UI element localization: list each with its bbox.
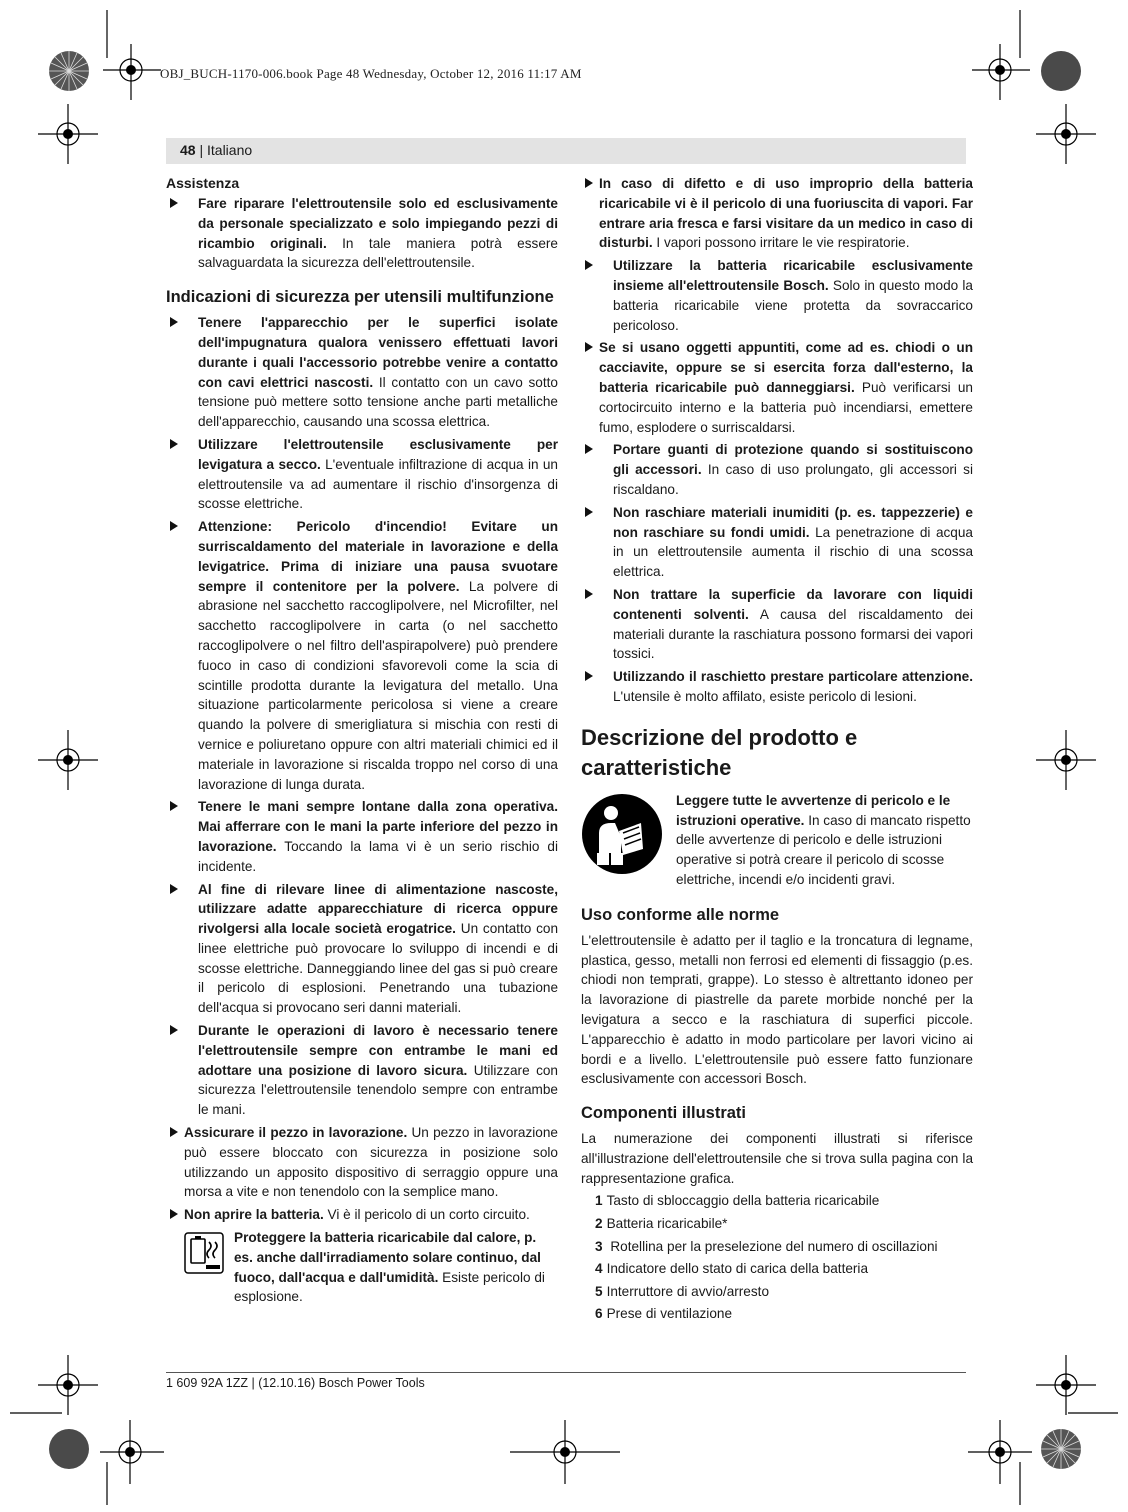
bullet-arrow-icon [170,1127,178,1137]
bullet-arrow-icon [170,198,178,208]
page-header [166,138,966,164]
assistenza-heading: Assistenza [166,175,240,191]
crosshair-icon [1036,1355,1096,1415]
bullet-arrow-icon [170,317,178,327]
components-intro: La numerazione dei componenti illustrati si riferisce all'illustrazione dell'elettroutensile che si trova sulla pagina con la rappresentazione grafica. [581,1131,973,1186]
bullet-arrow-icon [585,671,593,681]
bullet-arrow-icon [585,260,593,270]
safety-item: Tenere le mani sempre lontane dalla zona operativa. Mai afferrare con le mani la parte inferiore del pezzo in lavorazione. Toccando la lama vi è un serio rischio di incidente. [166,797,558,876]
crosshair-icon [38,1355,98,1415]
battery-heat-note: Proteggere la batteria ricaricabile dal calore, p. es. anche dall'irradiamento solare continuo, dal fuoco, dall'acqua e dall'umidità. Esiste pericolo di esplosione. [184,1228,558,1307]
registration-star-icon [1040,1428,1082,1470]
bullet-arrow-icon [170,884,178,894]
bullet-arrow-icon [170,1209,178,1219]
safety-item: Utilizzare la batteria ricaricabile esclusivamente insieme all'elettroutensile Bosch. Solo in questo modo la batteria ricaricabile viene protetta da sovraccarico pericoloso. [581,256,973,335]
product-description-heading: Descrizione del prodotto e caratteristiche [581,724,858,780]
safety-item: Fare riparare l'elettroutensile solo ed esclusivamente da personale specializzato e solo impiegando pezzi di ricambio originali. In tale maniera potrà essere salvaguardata la sicurezza dell'elettroutensile. [166,194,558,273]
page-footer: 1 609 92A 1ZZ | (12.10.16) Bosch Power Tools [166,1376,425,1390]
safety-item: Attenzione: Pericolo d'incendio! Evitare un surriscaldamento del materiale in lavorazione e della levigatrice. Prima di iniziare una pausa svuotare sempre il contenitore per la polvere. La polvere di abrasione nel sacchetto raccoglipolvere, nel Microfilter, nel sacchetto raccoglipolvere in carta (o nel sacchetto raccoglipolvere o nel filtro dell'aspirapolvere) può prendere fuoco in caso di condizioni sfavorevoli come la scia di scintille prodotta durante la levigatura del metallo. Una situazione particolarmente pericolosa si viene a creare quando la polvere di smerigliatura si mischia con resti di vernice e poliuretano oppure con altri materiali chimici ed il materiale in lavorazione si riscalda troppo nel corso di una lavorazione di lunga durata. [166,517,558,794]
crosshair-icon [1036,104,1096,164]
safety-item: Tenere l'apparecchio per le superfici isolate dell'impugnatura qualora venissero effettuati lavori durante i quali l'accessorio potrebbe venire a contatto con cavi elettrici nascosti. Il contatto con un cavo sotto tensione può mettere sotto tensione anche parti metalliche dell'apparecchio, causando una scossa elettrica. [166,313,558,432]
safety-item: Se si usano oggetti appuntiti, come ad es. chiodi o un cacciavite, oppure se si esercita forza dall'esterno, la batteria ricaricabile può danneggiarsi. Può verificarsi un cortocircuito interno e la batteria può incendiarsi, emettere fumo, esplodere o surriscaldarsi. [581,338,973,437]
header-separator: | [199,142,204,158]
intended-use-heading: Uso conforme alle norme [581,905,780,924]
component-item: 4 Indicatore dello stato di carica della batteria [595,1261,869,1277]
crosshair-icon [38,104,98,164]
component-item: 1 Tasto di sbloccaggio della batteria ricaricabile [595,1193,880,1209]
bullet-arrow-icon [585,507,593,517]
safety-item: Al fine di rilevare linee di alimentazione nascoste, utilizzare adatte apparecchiature di ricerca oppure rivolgersi alla locale società erogatrice. Un contatto con linee elettriche può provocare lo sviluppo di incendi e di scosse elettriche. Danneggiando linee del gas si può creare il pericolo di esplosioni. Penetrando una tubazione dell'acqua si provocano seri danni materiali. [166,880,558,1019]
component-item: 6 Prese di ventilazione [595,1306,732,1322]
print-slug: OBJ_BUCH-1170-006.book Page 48 Wednesday, October 12, 2016 11:17 AM [160,66,582,81]
bullet-arrow-icon [170,521,178,531]
safety-item: Portare guanti di protezione quando si sostituiscono gli accessori. In caso di uso prolungato, gli accessori si riscaldano. [581,440,973,499]
crosshair-icon [1036,730,1096,790]
bullet-arrow-icon [170,439,178,449]
crosshair-icon [510,1420,620,1484]
right-column [581,174,973,1326]
crosshair-icon [100,1420,164,1484]
intended-use-text: L'elettroutensile è adatto per il taglio e la troncatura di legname, plastica, gesso, metalli non ferrosi ed elementi di fissaggio (p.es. chiodi non temprati, grappe). Lo stesso è altrettanto idoneo per la lavorazione di piastrelle da parete morbide nonché per la levigatura a secco e la raschiatura di superfici piccole. L'apparecchio è adatto in modo particolare per lavori vicino ai bordi e a livello. L'elettroutensile può essere fatto funzionare esclusivamente con accessori Bosch. [581,932,973,1087]
registration-star-icon [48,50,90,92]
crosshair-icon [38,730,98,790]
crosshair-icon [103,44,163,104]
page-number: 48 [180,142,196,158]
read-instructions-warning: Leggere tutte le avvertenze di pericolo e le istruzioni operative. In caso di mancato rispetto delle avvertenze di pericolo e delle istruzioni operative si potrà creare il pericolo di scosse elettriche, incendi e/o incidenti gravi. [581,791,973,891]
crosshair-icon [972,44,1032,104]
section-heading: Indicazioni di sicurezza per utensili multifunzione [166,288,554,307]
safety-item: Utilizzando il raschietto prestare particolare attenzione. L'utensile è molto affilato, esiste pericolo di lesioni. [581,667,973,707]
bullet-arrow-icon [585,342,593,352]
components-heading: Componenti illustrati [581,1104,746,1123]
bullet-arrow-icon [170,801,178,811]
bullet-arrow-icon [585,178,593,188]
component-item: 5 Interruttore di avvio/arresto [595,1283,770,1299]
safety-item: Non raschiare materiali inumiditi (p. es. tappezzerie) e non raschiare su fondi umidi. La penetrazione di acqua in un elettroutensile aumenta il rischio di una scossa elettrica. [581,503,973,582]
safety-item: In caso di difetto e di uso improprio della batteria ricaricabile vi è il pericolo di una fuoriuscita di vapori. Far entrare aria fresca e farsi visitare da un medico in caso di disturbi. I vapori possono irritare le vie respiratorie. [581,174,973,253]
safety-item: Non trattare la superficie da lavorare con liquidi contenenti solventi. A causa del riscaldamento dei materiali durante la raschiatura possono formarsi dei vapori tossici. [581,585,973,664]
safety-item: Assicurare il pezzo in lavorazione. Un pezzo in lavorazione può essere bloccato con sicurezza in posizione solo utilizzando un apposito dispositivo di serraggio oppure una morsa a vite e non tenendolo con la semplice mano. [166,1123,558,1202]
footer-rule [166,1372,966,1373]
crosshair-icon [968,1420,1032,1484]
component-item: 3 Rotellina per la preselezione del numero di oscillazioni [595,1238,938,1254]
bullet-arrow-icon [585,444,593,454]
component-item: 2 Batteria ricaricabile* [595,1216,728,1232]
bullet-arrow-icon [585,589,593,599]
registration-dot-icon [48,1428,90,1470]
header-language: Italiano [207,142,253,158]
read-manual-icon [581,793,663,875]
safety-item: Non aprire la batteria. Vi è il pericolo di un corto circuito. [166,1205,558,1225]
bullet-arrow-icon [170,1025,178,1035]
safety-item: Durante le operazioni di lavoro è necessario tenere l'elettroutensile sempre con entrambe le mani ed adottare una posizione di lavoro sicura. Utilizzare con sicurezza l'elettroutensile tenendolo sempre con entrambe le mani. [166,1021,558,1120]
battery-heat-icon [184,1232,224,1274]
left-column [166,174,558,1307]
safety-item: Utilizzare l'elettroutensile esclusivamente per levigatura a secco. L'eventuale infiltrazione di acqua in un elettroutensile va ad aumentare il rischio d'insorgenza di scosse elettriche. [166,435,558,514]
registration-dot-icon [1040,50,1082,92]
